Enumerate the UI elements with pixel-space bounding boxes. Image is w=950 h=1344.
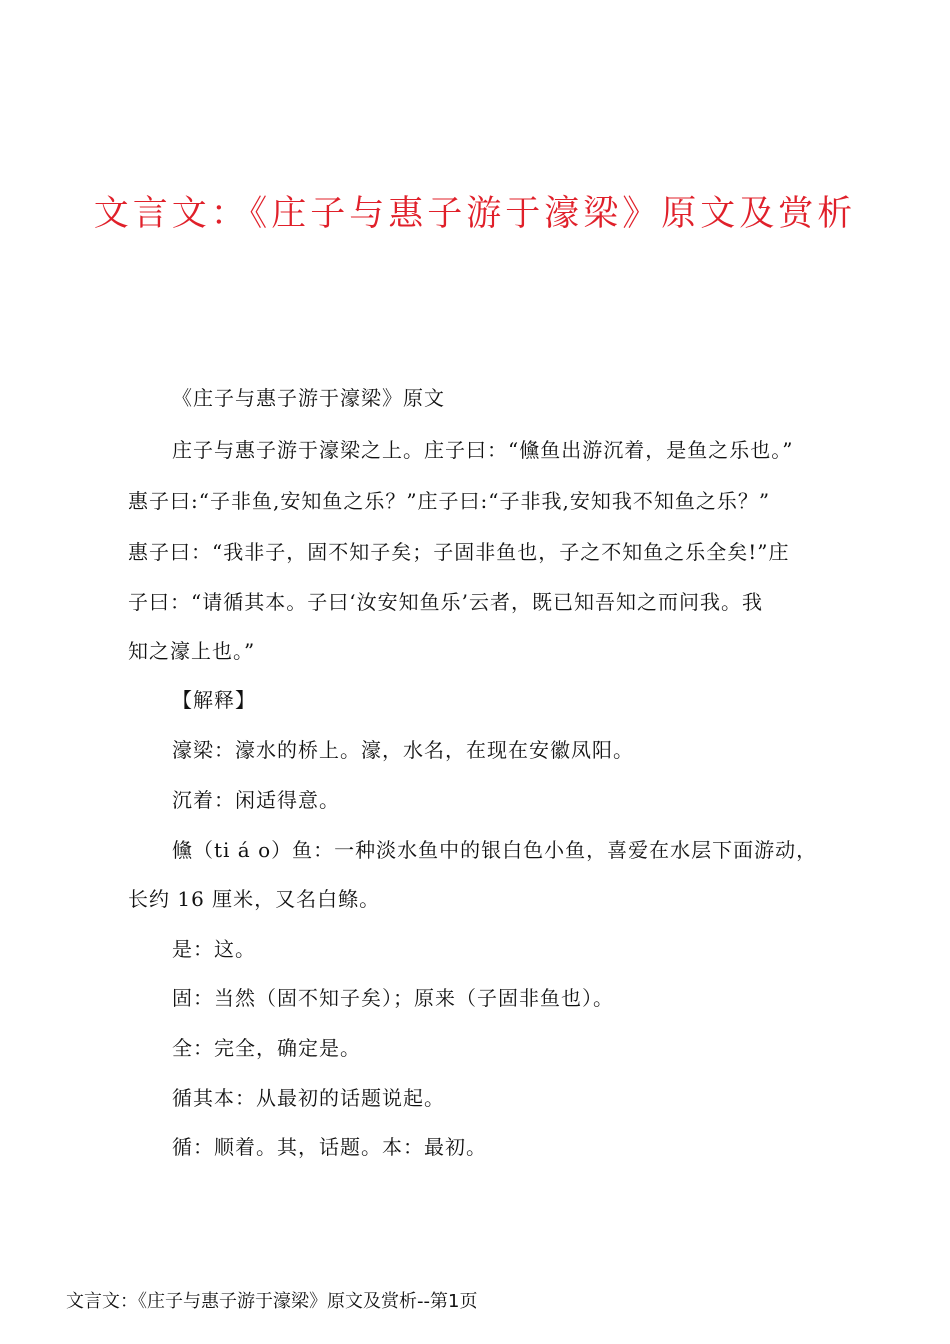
text-line: 子曰：“请循其本。子曰‘汝安知鱼乐’云者，既已知吾知之而问我。我 (128, 590, 763, 614)
text-line: 惠子曰:“子非鱼,安知鱼之乐？”庄子曰:“子非我,安知我不知鱼之乐？” (128, 489, 771, 513)
document-title: 文言文：《庄子与惠子游于濠梁》原文及赏析 (93, 194, 857, 234)
text-line: 循：顺着。其，话题。本：最初。 (172, 1135, 487, 1159)
text-line: 全：完全，确定是。 (172, 1036, 361, 1060)
text-line: 固：当然（固不知子矣）；原来（子固非鱼也）。 (172, 986, 614, 1010)
text-line: 是：这。 (172, 937, 256, 961)
text-line: 庄子与惠子游于濠梁之上。庄子曰：“儵鱼出游沉着，是鱼之乐也。” (172, 438, 794, 462)
section-heading-explanation: 【解释】 (172, 688, 256, 712)
text-line: 濠梁：濠水的桥上。濠，水名，在现在安徽凤阳。 (172, 738, 634, 762)
text-line: 沉着：闲适得意。 (172, 788, 340, 812)
text-line: 长约 16 厘米，又名白鲦。 (128, 887, 381, 911)
text-line: 儵（ti á o）鱼：一种淡水鱼中的银白色小鱼，喜爱在水层下面游动， (172, 838, 818, 862)
text-line: 知之濠上也。” (128, 639, 256, 663)
text-line: 惠子曰：“我非子，固不知子矣；子固非鱼也，子之不知鱼之乐全矣!”庄 (128, 540, 790, 564)
section-heading-original: 《庄子与惠子游于濠梁》原文 (172, 386, 445, 410)
page-footer: 文言文：《庄子与惠子游于濠梁》原文及赏析--第1页 (66, 1291, 478, 1312)
text-line: 循其本：从最初的话题说起。 (172, 1086, 445, 1110)
